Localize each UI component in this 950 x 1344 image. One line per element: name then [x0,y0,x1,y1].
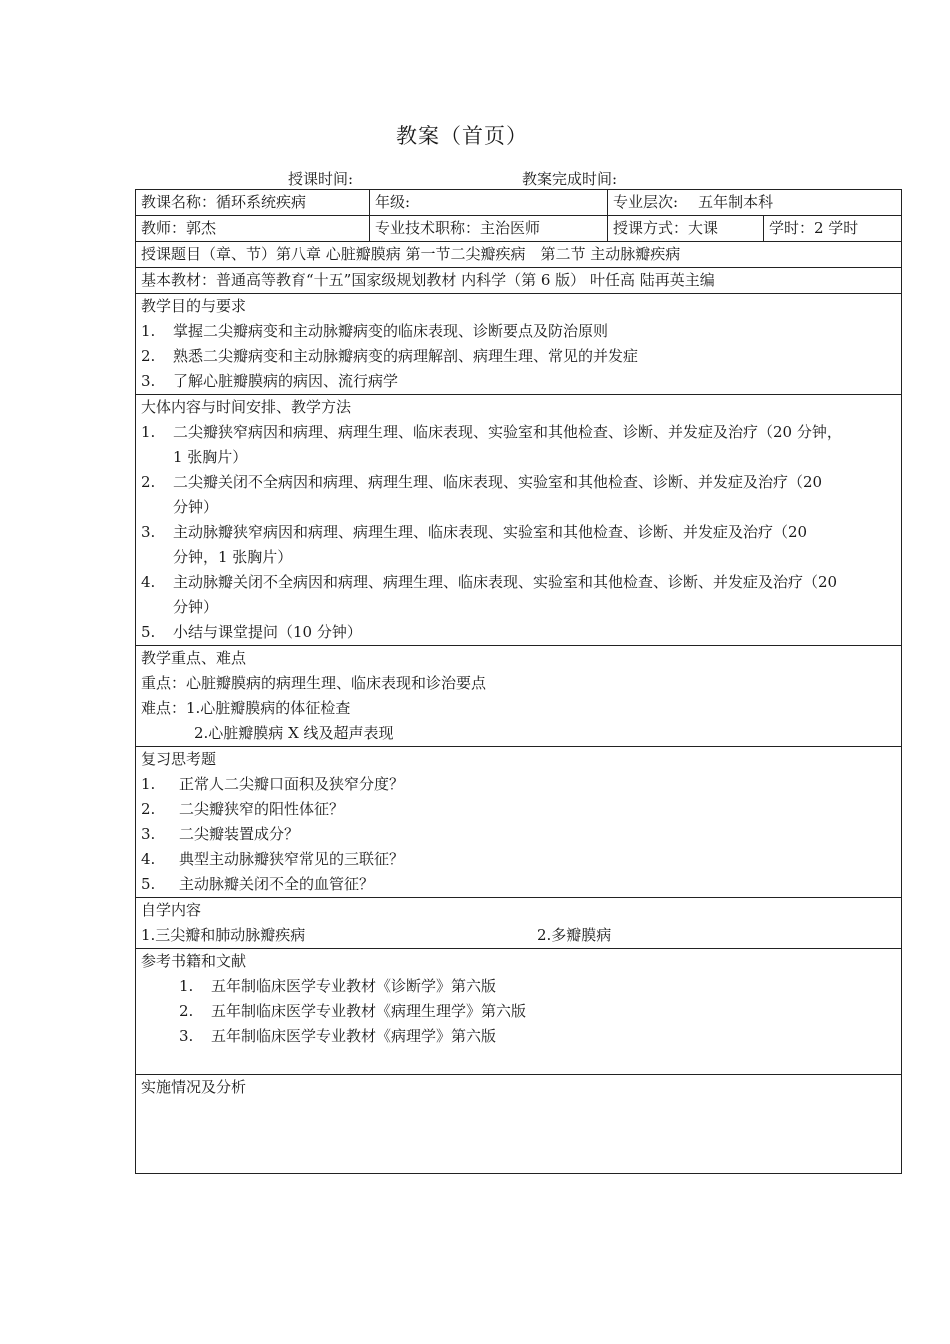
list-item: 4. 主动脉瓣关闭不全病因和病理、病理生理、临床表现、实验室和其他检查、诊断、并发症及治疗（20 [141,573,838,591]
list-item: 5. 主动脉瓣关闭不全的血管征？ [141,875,375,893]
content-cell [136,395,902,646]
list-item-continued: 分钟，1 张胸片） [173,548,293,566]
lesson-plan-table [135,189,902,1174]
objectives-heading: 教学目的与要求 [141,297,247,315]
list-item: 2. 二尖瓣关闭不全病因和病理、病理生理、临床表现、实验室和其他检查、诊断、并发症及治疗（20 [141,473,823,491]
level-value: 五年制本科 [698,193,774,211]
list-item: 3. 二尖瓣装置成分？ [141,825,300,843]
list-item: 2. 五年制临床医学专业教材《病理生理学》第六版 [179,1002,527,1020]
list-item-continued: 分钟） [173,498,219,516]
page-title: 教案（首页） [396,124,528,148]
list-item: 4. 典型主动脉瓣狭窄常见的三联征？ [141,850,405,868]
implementation-cell [136,1075,902,1174]
review-row [136,747,902,898]
references-cell [136,949,902,1075]
job-title-cell: 专业技术职称：主治医师 [370,216,608,242]
list-item: 3. 主动脉瓣狭窄病因和病理、病理生理、临床表现、实验室和其他检查、诊断、并发症及治疗（20 [141,523,808,541]
level-cell [608,190,902,216]
course-name-cell: 教课名称：循环系统疾病 [136,190,370,216]
references-row [136,949,902,1075]
keypoints-heading: 教学重点、难点 [141,649,247,667]
list-item: 3. 五年制临床医学专业教材《病理学》第六版 [179,1027,497,1045]
selfstudy-item-2: 2.多瓣膜病 [537,926,612,944]
teaching-method-cell: 授课方式：大课 [608,216,764,242]
implementation-heading: 实施情况及分析 [141,1078,247,1096]
textbook-cell: 基本教材：普通高等教育“十五”国家级规划教材 内科学（第 6 版） 叶任高 陆再英主编 [136,268,902,294]
teacher-cell: 教师：郭杰 [136,216,370,242]
objectives-row [136,294,902,395]
list-item: 2. 二尖瓣狭窄的阳性体征？ [141,800,345,818]
selfstudy-row [136,898,902,949]
textbook-row [136,268,902,294]
keypoints-cell [136,646,902,747]
course-row [136,190,902,216]
topic-cell: 授课题目（章、节）第八章 心脏瓣膜病 第一节二尖瓣疾病 第二节 主动脉瓣疾病 [136,242,902,268]
review-cell [136,747,902,898]
list-item-continued: 分钟） [173,598,219,616]
objectives-cell [136,294,902,395]
list-item: 1. 二尖瓣狭窄病因和病理、病理生理、临床表现、实验室和其他检查、诊断、并发症及治疗（20 分钟， [141,423,842,441]
references-heading: 参考书籍和文献 [141,952,247,970]
keypoints-row [136,646,902,747]
list-item: 3. 了解心脏瓣膜病的病因、流行病学 [141,372,399,390]
teacher-row [136,216,902,242]
selfstudy-cell [136,898,902,949]
difficult-point-1: 难点：1.心脏瓣膜病的体征检查 [141,699,351,717]
review-heading: 复习思考题 [141,750,217,768]
list-item: 1. 五年制临床医学专业教材《诊断学》第六版 [179,977,497,995]
content-row [136,395,902,646]
list-item: 2. 熟悉二尖瓣病变和主动脉瓣病变的病理解剖、病理生理、常见的并发症 [141,347,639,365]
selfstudy-item-1: 1.三尖瓣和肺动脉瓣疾病 [141,926,306,944]
list-item-continued: 1 张胸片） [173,448,248,466]
list-item: 5. 小结与课堂提问（10 分钟） [141,623,362,641]
selfstudy-heading: 自学内容 [141,901,202,919]
topic-row [136,242,902,268]
content-heading: 大体内容与时间安排、教学方法 [141,398,352,416]
implementation-row [136,1075,902,1174]
hours-cell: 学时：2 学时 [764,216,902,242]
class-time-label: 授课时间: [288,170,354,188]
grade-cell: 年级: [370,190,608,216]
key-point: 重点：心脏瓣膜病的病理生理、临床表现和诊治要点 [141,674,487,692]
complete-time-label: 教案完成时间: [522,170,618,188]
level-label: 专业层次: [613,193,679,211]
list-item: 1. 掌握二尖瓣病变和主动脉瓣病变的临床表现、诊断要点及防治原则 [141,322,609,340]
list-item: 1. 正常人二尖瓣口面积及狭窄分度？ [141,775,405,793]
selfstudy-items [141,923,896,948]
difficult-point-2: 2.心脏瓣膜病 X 线及超声表现 [194,724,394,742]
